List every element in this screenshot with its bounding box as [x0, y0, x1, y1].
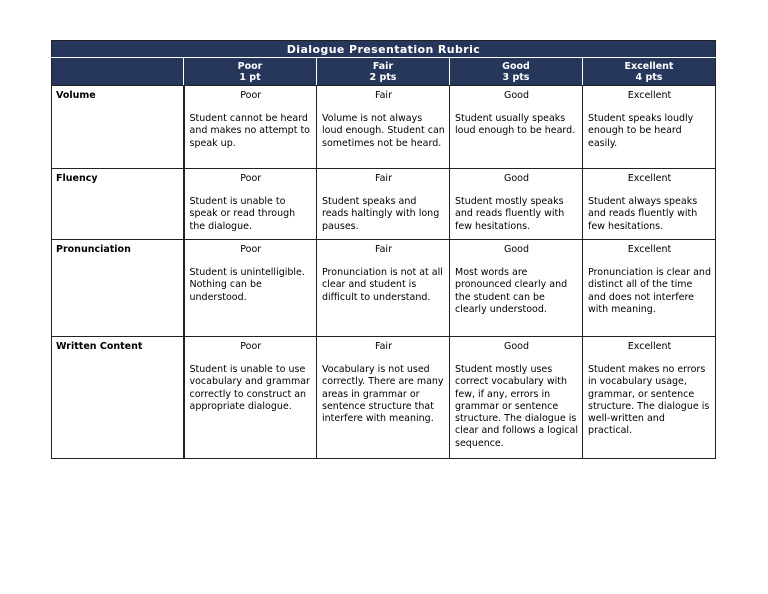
cell-description: Student mostly uses correct vocabulary with few, if any, errors in grammar or sentence structure. The dialogue is clear and follows a logical sequence. — [455, 364, 578, 449]
cell-description: Student cannot be heard and makes no attempt to speak up. — [189, 113, 310, 149]
criterion-label: Pronunciation — [52, 240, 184, 337]
cell-written-content-poor — [184, 337, 317, 459]
header-excellent — [583, 58, 716, 86]
cell-description: Student is unintelligible. Nothing can be understood. — [189, 267, 305, 303]
cell-pronunciation-excellent — [583, 240, 716, 337]
cell-description: Student always speaks and reads fluently with few hesitations. — [588, 196, 698, 232]
header-points: 1 pt — [239, 71, 261, 83]
cell-description: Student makes no errors in vocabulary usage, grammar, or sentence structure. The dialogue is well-written and practical. — [588, 364, 710, 437]
cell-written-content-fair — [317, 337, 450, 459]
header-points: 2 pts — [369, 71, 397, 83]
header-label: Good — [502, 60, 530, 72]
rubric-table — [51, 40, 716, 459]
cell-written-content-good — [450, 337, 583, 459]
header-points: 3 pts — [502, 71, 530, 83]
level-label: Excellent — [627, 90, 672, 101]
cell-fluency-poor — [184, 169, 317, 240]
level-label: Poor — [240, 341, 262, 352]
header-label: Fair — [372, 60, 394, 72]
header-fair — [317, 58, 450, 86]
level-label: Poor — [240, 90, 262, 101]
criterion-label: Written Content — [52, 337, 184, 459]
header-label: Poor — [237, 60, 263, 72]
level-label: Fair — [375, 173, 392, 184]
cell-description: Student mostly speaks and reads fluently with few hesitations. — [455, 196, 565, 232]
cell-volume-fair — [317, 86, 450, 169]
level-label: Excellent — [627, 173, 672, 184]
header-poor — [184, 58, 317, 86]
cell-pronunciation-poor — [184, 240, 317, 337]
cell-description: Most words are pronounced clearly and the student can be clearly understood. — [455, 267, 568, 315]
cell-description: Pronunciation is clear and distinct all of the time and does not interfere with meaning. — [588, 267, 711, 315]
level-label: Excellent — [627, 244, 672, 255]
level-label: Poor — [240, 173, 262, 184]
criterion-label: Fluency — [52, 169, 184, 240]
level-label: Good — [503, 341, 530, 352]
cell-description: Student usually speaks loud enough to be heard. — [455, 113, 576, 137]
level-label: Good — [503, 244, 530, 255]
cell-description: Vocabulary is not used correctly. There are many areas in grammar or sentence structure that interfere with meaning. — [322, 364, 444, 425]
level-label: Fair — [375, 244, 392, 255]
cell-description: Student is unable to use vocabulary and grammar correctly to construct an appropriate dialogue. — [189, 364, 310, 412]
row-written-content — [52, 337, 716, 459]
title-row — [52, 41, 716, 58]
criterion-label: Volume — [52, 86, 184, 169]
cell-fluency-good — [450, 169, 583, 240]
cell-description: Volume is not always loud enough. Student can sometimes not be heard. — [322, 113, 445, 149]
cell-written-content-excellent — [583, 337, 716, 459]
row-volume — [52, 86, 716, 169]
cell-description: Student speaks and reads haltingly with long pauses. — [322, 196, 440, 232]
cell-volume-poor — [184, 86, 317, 169]
level-label: Fair — [375, 341, 392, 352]
cell-fluency-fair — [317, 169, 450, 240]
cell-volume-excellent — [583, 86, 716, 169]
cell-description: Pronunciation is not at all clear and student is difficult to understand. — [322, 267, 443, 303]
header-criterion-blank — [52, 58, 184, 86]
level-label: Fair — [375, 90, 392, 101]
header-label: Excellent — [624, 60, 674, 72]
header-points: 4 pts — [635, 71, 663, 83]
cell-description: Student is unable to speak or read through the dialogue. — [189, 196, 296, 232]
header-good — [450, 58, 583, 86]
row-pronunciation — [52, 240, 716, 337]
cell-volume-good — [450, 86, 583, 169]
cell-pronunciation-good — [450, 240, 583, 337]
header-row — [52, 58, 716, 86]
cell-fluency-excellent — [583, 169, 716, 240]
row-fluency — [52, 169, 716, 240]
level-label: Good — [503, 173, 530, 184]
level-label: Good — [503, 90, 530, 101]
cell-description: Student speaks loudly enough to be heard easily. — [588, 113, 694, 149]
cell-pronunciation-fair — [317, 240, 450, 337]
level-label: Excellent — [627, 341, 672, 352]
rubric-title: Dialogue Presentation Rubric — [52, 41, 716, 58]
level-label: Poor — [240, 244, 262, 255]
